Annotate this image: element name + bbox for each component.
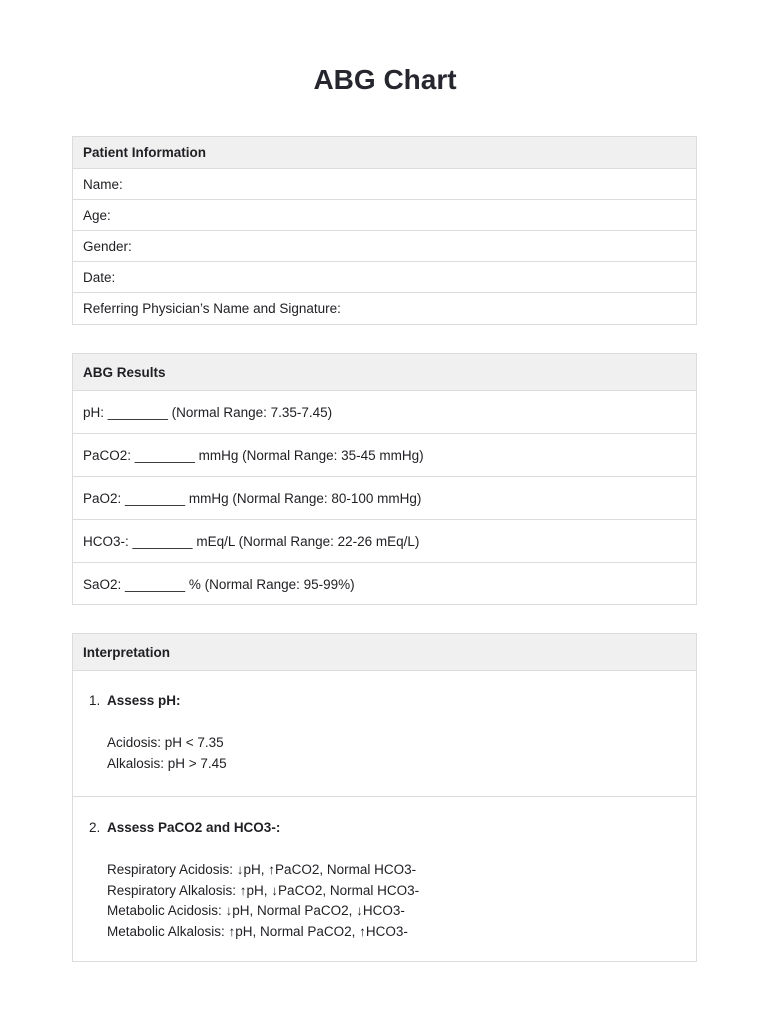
interpretation-section bbox=[72, 633, 697, 962]
respiratory-alkalosis-criterion: Respiratory Alkalosis: ↑pH, ↓PaCO2, Normal HCO3- bbox=[107, 882, 420, 898]
age-field: Age: bbox=[73, 200, 696, 231]
step-heading bbox=[89, 693, 696, 711]
metabolic-acidosis-criterion: Metabolic Acidosis: ↓pH, Normal PaCO2, ↓HCO3- bbox=[107, 903, 405, 918]
section-header-patient-information: Patient Information bbox=[73, 137, 696, 169]
step-criteria-list bbox=[89, 860, 696, 942]
patient-information-section bbox=[72, 136, 697, 325]
abg-results-section bbox=[72, 353, 697, 605]
name-field: Name: bbox=[73, 169, 696, 200]
acidosis-criterion: Acidosis: pH < 7.35 bbox=[107, 735, 224, 750]
sao2-result-row: SaO2: ________ % (Normal Range: 95-99%) bbox=[83, 577, 355, 592]
step-number: 2. bbox=[89, 820, 101, 835]
section-header-abg-results: ABG Results bbox=[73, 354, 696, 391]
alkalosis-criterion: Alkalosis: pH > 7.45 bbox=[107, 755, 227, 771]
step-number: 1. bbox=[89, 693, 101, 708]
metabolic-alkalosis-criterion: Metabolic Alkalosis: ↑pH, Normal PaCO2, ↑HCO3- bbox=[107, 923, 408, 939]
gender-field: Gender: bbox=[73, 231, 696, 262]
respiratory-acidosis-criterion: Respiratory Acidosis: ↓pH, ↑PaCO2, Normal HCO3- bbox=[107, 862, 417, 877]
hco3-result-row: HCO3-: ________ mEq/L (Normal Range: 22-26 mEq/L) bbox=[73, 520, 696, 563]
pao2-result-row: PaO2: ________ mmHg (Normal Range: 80-100 mmHg) bbox=[73, 477, 696, 520]
ph-result-row: pH: ________ (Normal Range: 7.35-7.45) bbox=[73, 391, 696, 434]
referring-physician-field: Referring Physician’s Name and Signature: bbox=[83, 301, 341, 316]
interpretation-step-assess-ph bbox=[73, 671, 696, 797]
date-field: Date: bbox=[73, 262, 696, 293]
section-header-interpretation: Interpretation bbox=[73, 634, 696, 671]
paco2-result-row: PaCO2: ________ mmHg (Normal Range: 35-45 mmHg) bbox=[73, 434, 696, 477]
interpretation-step-assess-paco2-hco3 bbox=[73, 797, 696, 961]
step-heading bbox=[89, 820, 696, 838]
step-label: Assess pH: bbox=[107, 693, 181, 708]
step-criteria-list bbox=[89, 733, 696, 774]
page-title: ABG Chart bbox=[313, 64, 457, 95]
step-label: Assess PaCO2 and HCO3-: bbox=[107, 820, 281, 835]
